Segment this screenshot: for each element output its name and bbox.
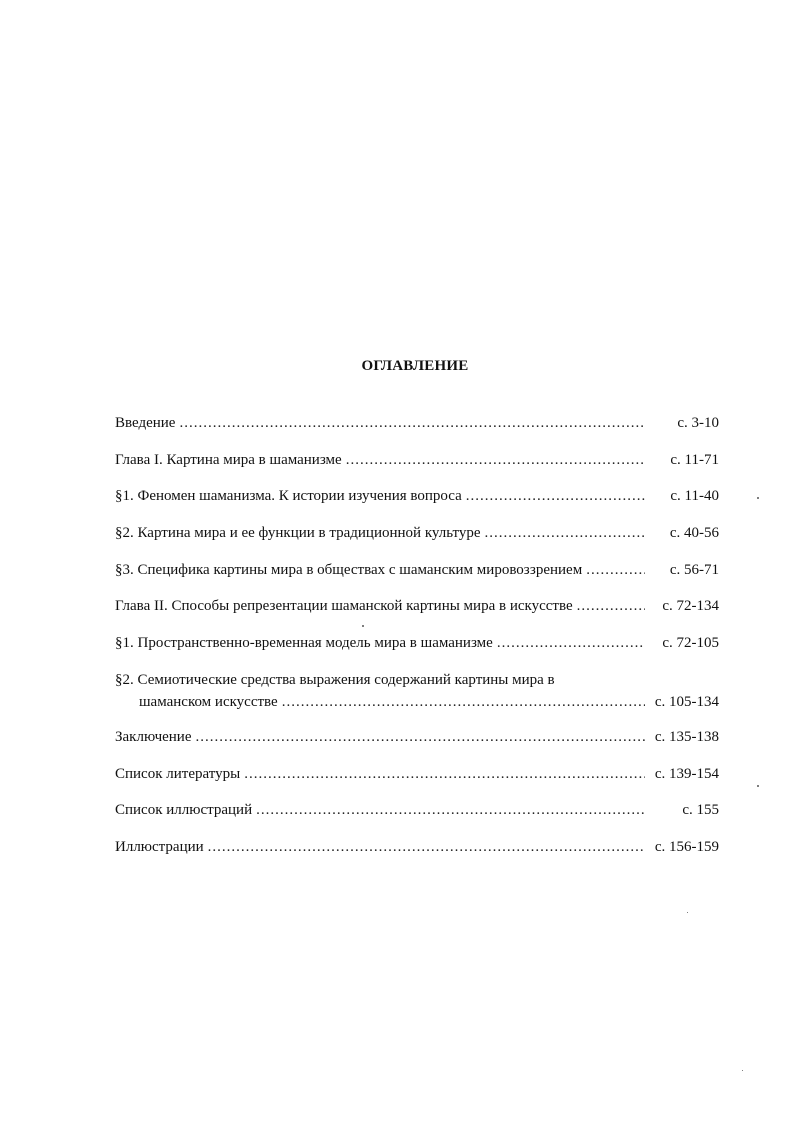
toc-entry-page: с. 40-56 — [669, 525, 719, 542]
toc-entry-title: Глава II. Способы репрезентации шаманской картины мира в искусстве — [115, 598, 573, 615]
toc-entry-title: Введение — [115, 415, 176, 431]
toc-entry-title: Список литературы — [115, 765, 241, 782]
toc-entry-page: с. 105-134 — [654, 693, 719, 710]
toc-entry-title-line-1: §2. Семиотические средства выражения содержаний картины мира в — [115, 671, 555, 688]
scan-speck — [757, 497, 759, 499]
toc-entry-ch1-section-3 — [115, 559, 719, 596]
leader-dots — [586, 559, 645, 581]
toc-entry-list-of-illustrations — [115, 799, 719, 836]
scan-speck — [742, 1070, 743, 1071]
toc-entry-illustrations — [115, 836, 719, 873]
toc-entry-introduction — [115, 412, 719, 449]
toc-entry-title: Глава I. Картина мира в шаманизме — [115, 451, 342, 468]
leader-dots — [179, 412, 645, 434]
toc-entry-bibliography — [115, 763, 719, 800]
toc-entry-page: с. 11-71 — [670, 451, 719, 468]
toc-entry-page: с. 72-105 — [662, 635, 719, 652]
toc-entry-title: §2. Картина мира и ее функции в традиционной культуре — [115, 525, 481, 542]
toc-entry-chapter-2 — [115, 595, 719, 632]
toc-entry-page: с. 72-134 — [662, 598, 719, 615]
toc-entry-title: Список иллюстраций — [115, 802, 253, 819]
page-title: ОГЛАВЛЕНИЕ — [361, 358, 469, 374]
leader-dots — [196, 726, 646, 748]
toc-entry-title: Иллюстрации — [115, 838, 204, 855]
toc-entry-conclusion — [115, 726, 719, 763]
scan-speck — [757, 785, 759, 787]
toc-entry-ch1-section-1 — [115, 485, 719, 522]
toc-entry-page: с. 139-154 — [654, 765, 719, 782]
leader-dots — [466, 485, 645, 507]
scan-speck — [362, 625, 364, 627]
leader-dots — [497, 632, 645, 654]
toc-entry-page: с. 56-71 — [669, 561, 719, 578]
leader-dots — [208, 836, 645, 858]
toc-entry-title: Заключение — [115, 728, 192, 745]
toc-entry-chapter-1 — [115, 449, 719, 486]
toc-entry-page: с. 135-138 — [654, 728, 719, 745]
scan-speck — [687, 912, 688, 913]
leader-dots — [346, 449, 645, 471]
toc-entry-title: §3. Специфика картины мира в обществах с шаманским мировоззрением — [115, 561, 583, 578]
table-of-contents — [115, 412, 719, 873]
leader-dots — [282, 691, 645, 713]
leader-dots — [256, 799, 645, 821]
toc-entry-title: §1. Пространственно-временная модель мира в шаманизме — [115, 635, 493, 652]
toc-entry-page: с. 3-10 — [677, 415, 719, 431]
toc-entry-ch2-section-1 — [115, 632, 719, 669]
toc-entry-page: с. 155 — [682, 802, 719, 819]
toc-entry-page: с. 156-159 — [654, 838, 719, 855]
toc-entry-ch2-section-2 — [115, 669, 719, 726]
leader-dots — [485, 522, 645, 544]
toc-entry-page: с. 11-40 — [670, 488, 719, 505]
toc-entry-title: §1. Феномен шаманизма. К истории изучения вопроса — [115, 488, 462, 505]
toc-entry-title-line-2: шаманском искусстве — [139, 693, 278, 710]
toc-entry-ch1-section-2 — [115, 522, 719, 559]
leader-dots — [244, 763, 645, 785]
leader-dots — [577, 595, 645, 617]
